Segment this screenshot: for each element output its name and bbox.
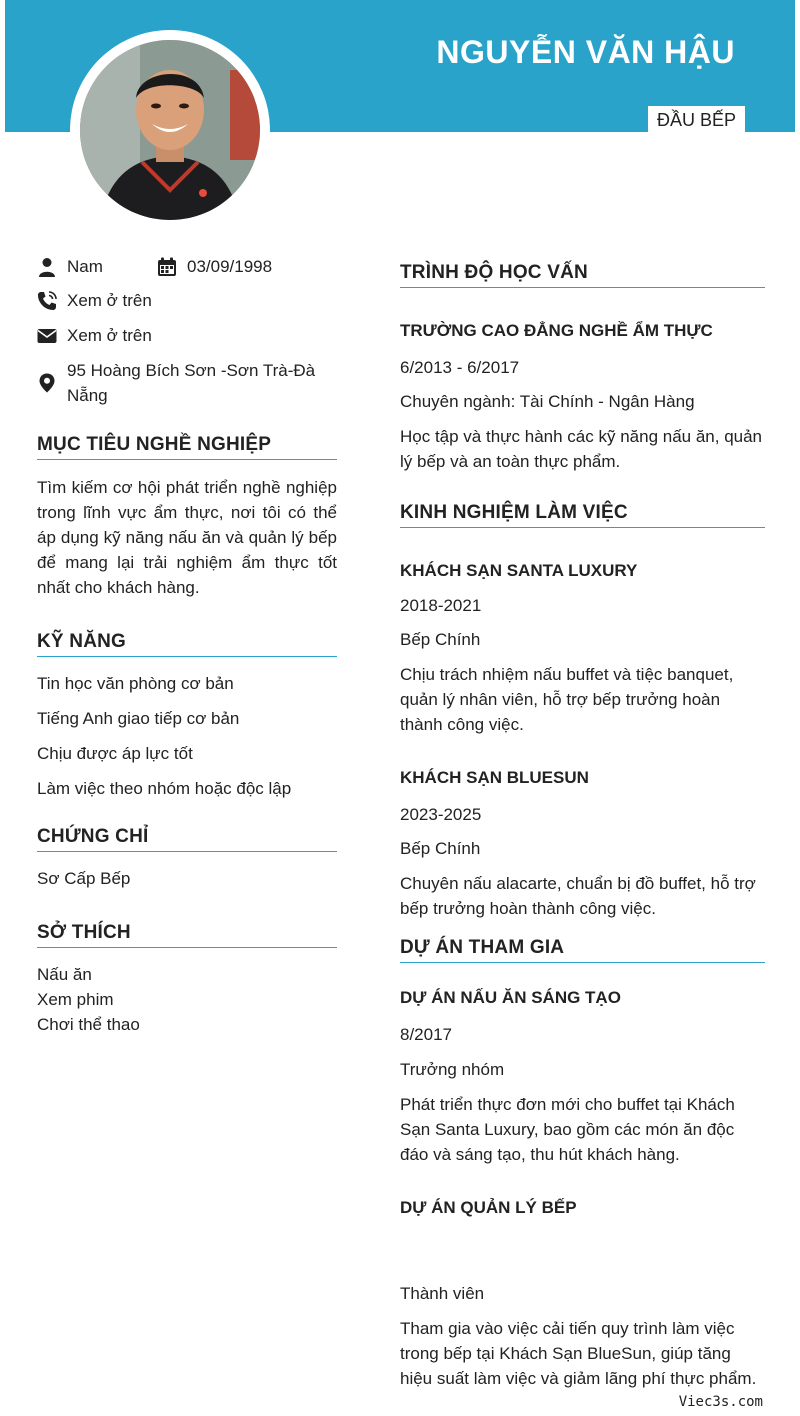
left-column (37, 252, 337, 1037)
education-period: 6/2013 - 6/2017 (400, 358, 520, 377)
gender-value: Nam (67, 257, 103, 276)
education-title: TRÌNH ĐỘ HỌC VẤN (400, 262, 765, 288)
contact-info (37, 254, 337, 408)
objective-title: MỤC TIÊU NGHỀ NGHIỆP (37, 434, 337, 460)
hobbies-list (37, 962, 337, 1037)
skill-item: Làm việc theo nhóm hoặc độc lập (37, 779, 292, 798)
project-description: Phát triển thực đơn mới cho buffet tại Khách Sạn Santa Luxury, bao gồm các món ăn độc đáo và sáng tạo, thu hút khách hàng. (400, 1095, 735, 1164)
hobby-item: Chơi thể thao (37, 1015, 140, 1034)
experience-section (400, 502, 765, 921)
project-item (400, 1195, 765, 1391)
person-icon (37, 254, 57, 279)
company-name: KHÁCH SẠN SANTA LUXURY (400, 561, 638, 580)
hobbies-title: SỞ THÍCH (37, 922, 337, 948)
project-role: Trưởng nhóm (400, 1060, 505, 1079)
avatar (80, 40, 260, 220)
experience-title: KINH NGHIỆM LÀM VIỆC (400, 502, 765, 528)
school-name: TRƯỜNG CAO ĐẲNG NGHỀ ẨM THỰC (400, 321, 713, 340)
experience-position: Bếp Chính (400, 630, 481, 649)
skill-item: Tiếng Anh giao tiếp cơ bản (37, 709, 240, 728)
address-value: 95 Hoàng Bích Sơn -Sơn Trà-Đà Nẵng (67, 361, 316, 405)
project-description: Tham gia vào việc cải tiến quy trình làm việc trong bếp tại Khách Sạn BlueSun, giúp tăng hiệu suất làm việc và giảm lãng phí thực phẩm. (400, 1319, 757, 1388)
birthday-value: 03/09/1998 (187, 257, 273, 276)
birthday-row (157, 254, 272, 279)
avatar-photo (80, 40, 260, 220)
location-pin-icon (37, 358, 57, 408)
skills-title: KỸ NĂNG (37, 631, 337, 657)
address-row (37, 358, 337, 408)
job-title: ĐẦU BẾP (648, 106, 745, 134)
education-section (400, 262, 765, 474)
skill-item: Chịu được áp lực tốt (37, 744, 193, 763)
hobby-item: Nấu ăn (37, 965, 92, 984)
hobby-item: Xem phim (37, 990, 114, 1009)
projects-title: DỰ ÁN THAM GIA (400, 937, 765, 963)
phone-row (37, 288, 337, 313)
certificates-title: CHỨNG CHỈ (37, 826, 337, 852)
project-period (400, 1232, 765, 1257)
phone-icon (37, 288, 57, 313)
objective-text: Tìm kiếm cơ hội phát triển nghề nghiệp trong lĩnh vực ẩm thực, nơi tôi có thể áp dụng kỹ năng nấu ăn và quản lý bếp để mang lại trải nghiệm ẩm thực tốt nhất cho khách hàng. (37, 478, 337, 597)
certificates-section (37, 826, 337, 891)
gender-row (37, 254, 157, 279)
education-description: Học tập và thực hành các kỹ năng nấu ăn, quản lý bếp và an toàn thực phẩm. (400, 427, 763, 471)
footer-watermark: Viec3s.com (678, 1394, 763, 1410)
skills-section (37, 631, 337, 801)
email-row (37, 323, 337, 348)
experience-period: 2018-2021 (400, 596, 482, 615)
certificate-item: Sơ Cấp Bếp (37, 869, 131, 888)
email-value: Xem ở trên (67, 326, 152, 345)
project-role: Thành viên (400, 1284, 485, 1303)
skill-item: Tin học văn phòng cơ bản (37, 674, 234, 693)
company-name: KHÁCH SẠN BLUESUN (400, 768, 589, 787)
envelope-icon (37, 323, 57, 348)
project-name: DỰ ÁN QUẢN LÝ BẾP (400, 1198, 577, 1217)
calendar-icon (157, 254, 177, 279)
project-item (400, 985, 765, 1167)
experience-item (400, 765, 765, 921)
experience-description: Chuyên nấu alacarte, chuẩn bị đồ buffet, hỗ trợ bếp trưởng hoàn thành công việc. (400, 874, 756, 918)
hobbies-section (37, 922, 337, 1037)
education-major: Chuyên ngành: Tài Chính - Ngân Hàng (400, 392, 695, 411)
candidate-name: NGUYỄN VĂN HẬU (436, 34, 735, 70)
experience-item (400, 558, 765, 737)
experience-description: Chịu trách nhiệm nấu buffet và tiệc banquet, quản lý nhân viên, hỗ trợ bếp trưởng hoàn thành công việc. (400, 665, 734, 734)
skills-list (37, 671, 337, 801)
project-period: 8/2017 (400, 1025, 452, 1044)
project-name: DỰ ÁN NẤU ĂN SÁNG TẠO (400, 988, 621, 1007)
right-column (400, 262, 765, 1391)
experience-position: Bếp Chính (400, 839, 481, 858)
objective-section (37, 434, 337, 600)
projects-section (400, 937, 765, 1391)
phone-value: Xem ở trên (67, 291, 152, 310)
experience-period: 2023-2025 (400, 805, 482, 824)
